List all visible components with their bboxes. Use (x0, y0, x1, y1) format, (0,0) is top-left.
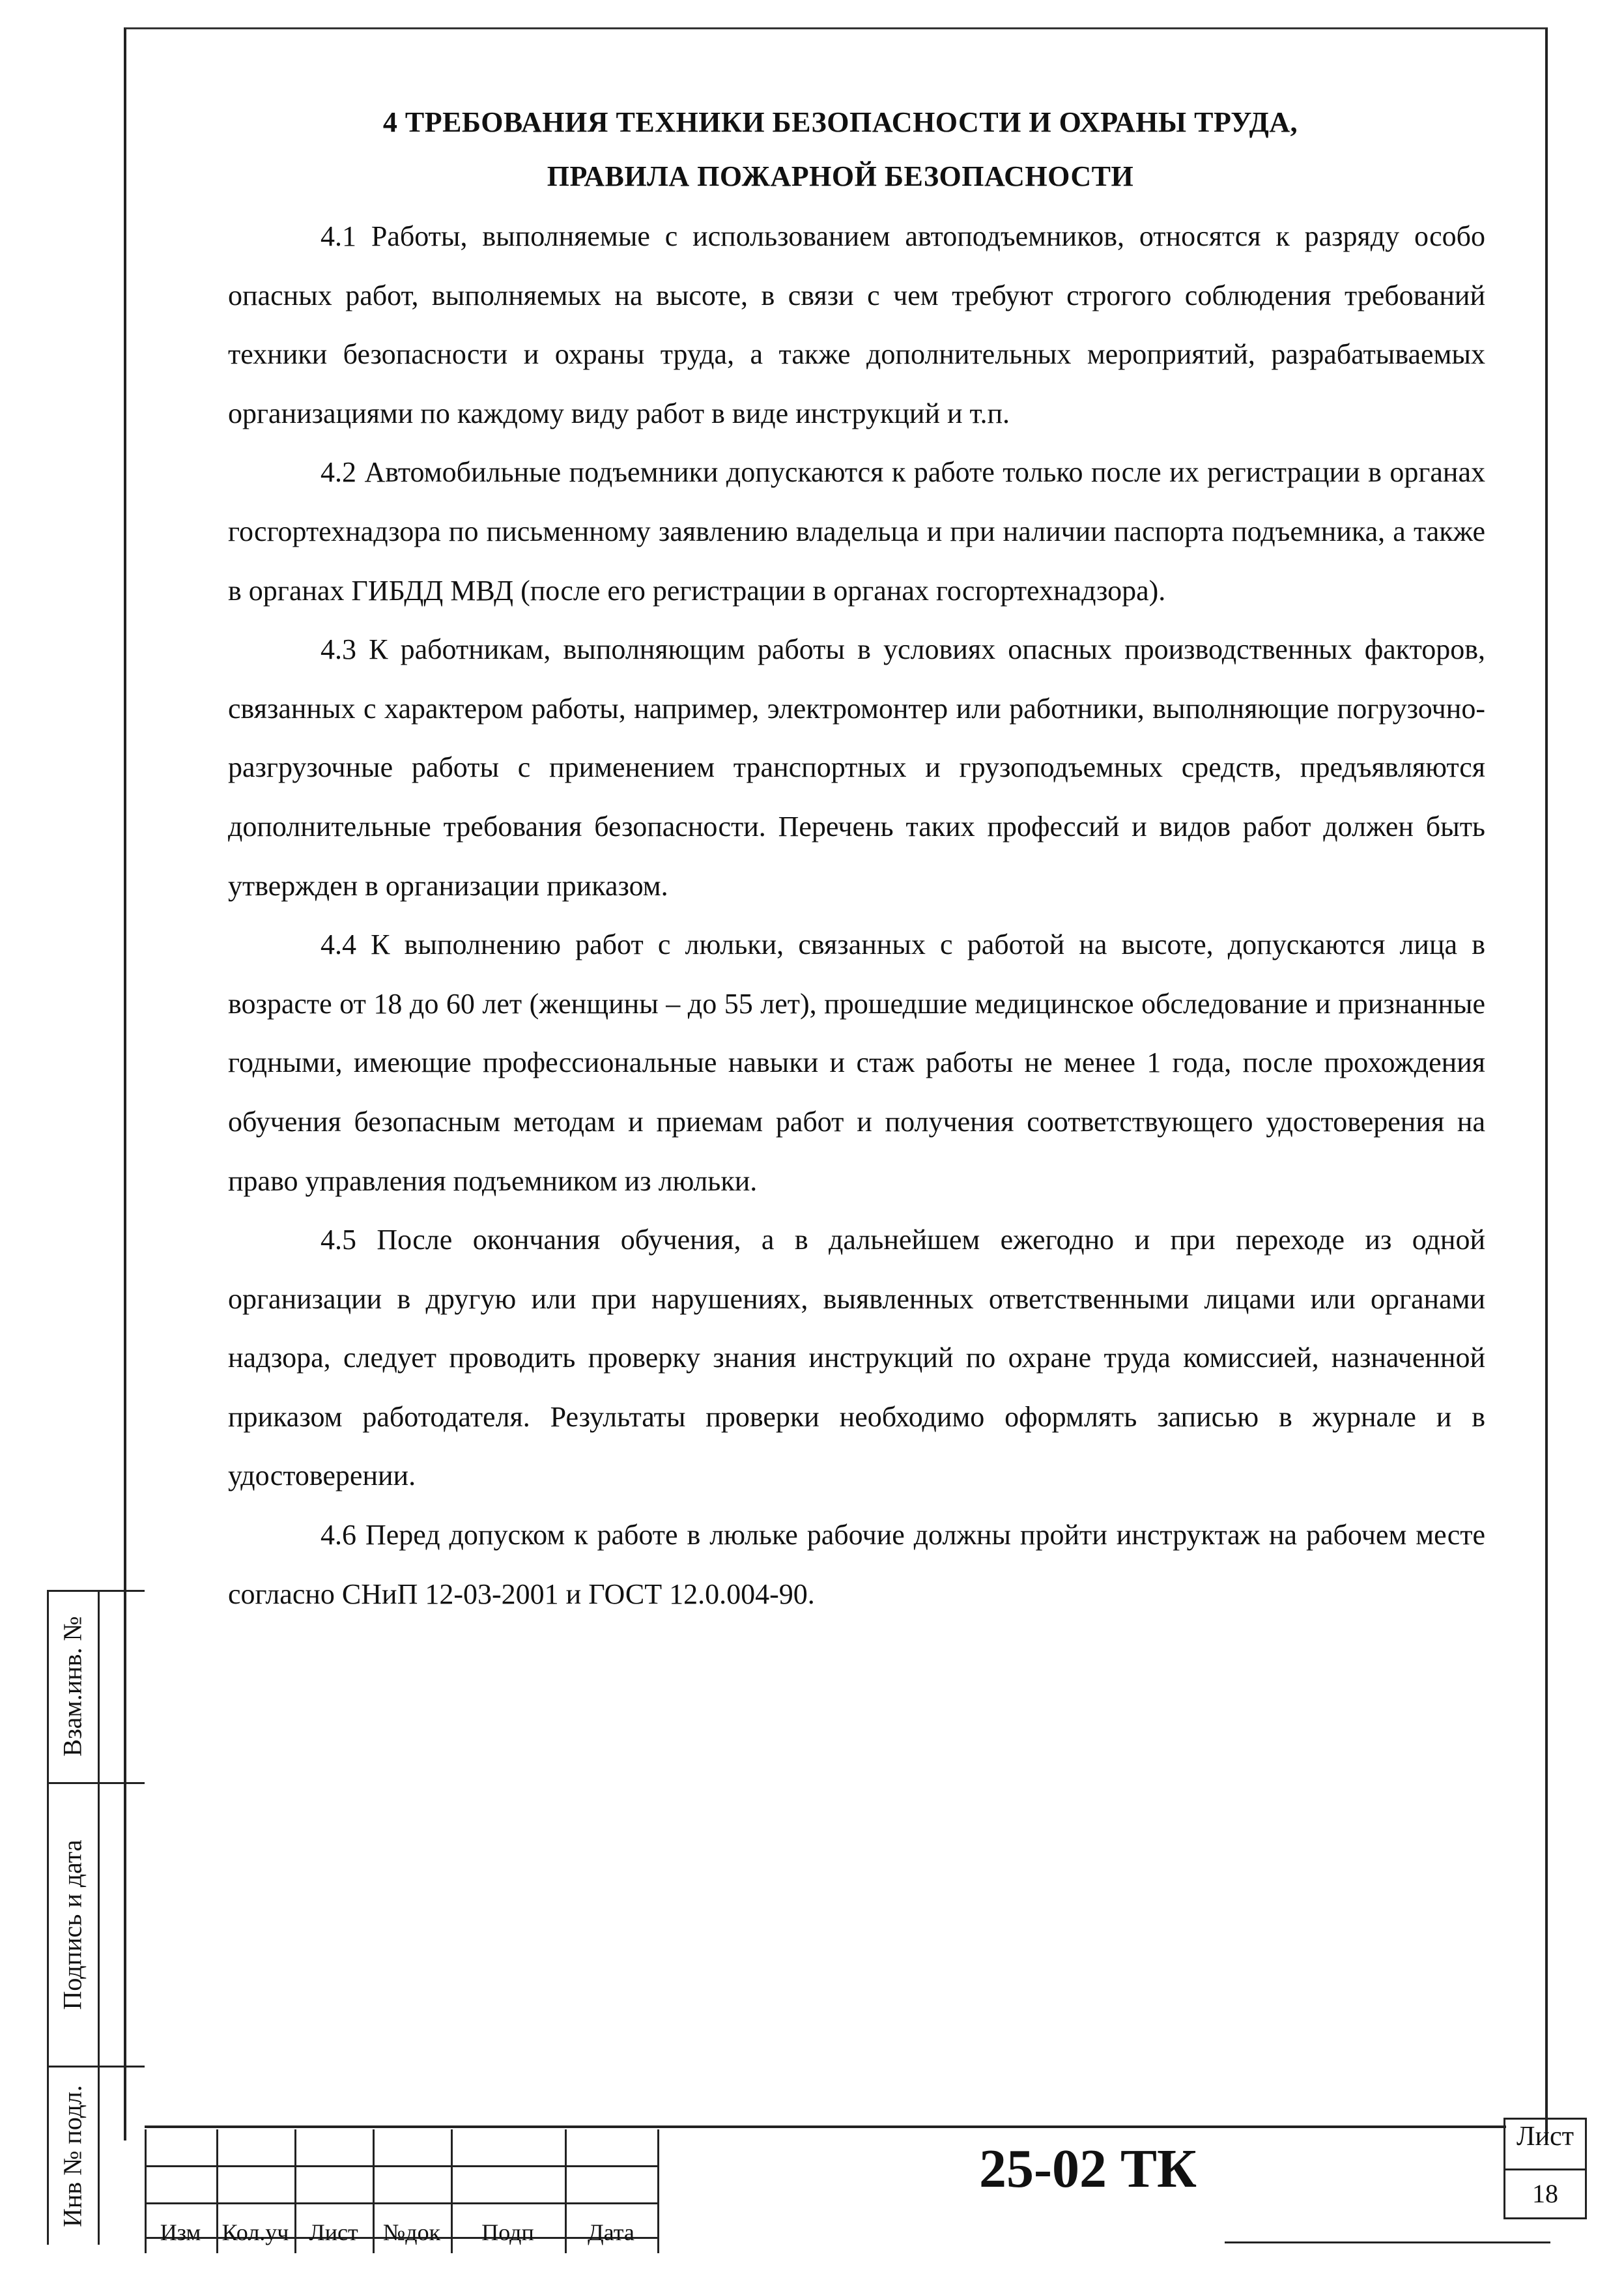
sheet-label: Лист (1517, 2122, 1574, 2152)
side-label-podpis-data: Подпись и дата (57, 1839, 87, 2010)
paragraph-4-2: 4.2 Автомобильные подъемники допускаются к работе только после их регистрации в органах госгортехнадзора по письменному заявлению владельца и при наличии паспорта подъемника, а также в органах ГИБДД МВД (после его регистрации в органах госгортехнадзора). (228, 456, 1485, 607)
col-list: Лист (309, 2219, 358, 2245)
paragraph-4-5: 4.5 После окончания обучения, а в дальнейшем ежегодно и при переходе из одной организации в другую или при нарушениях, выявленных ответственными лицами или органами надзора, следует проводить проверку знания инструкций по охране труда комиссией, назначенной приказом работодателя. Результаты проверки необходимо оформлять записью в журнале и в удостоверении. (228, 1224, 1485, 1492)
col-podp: Подп (481, 2219, 534, 2245)
col-ndok: №док (382, 2219, 441, 2245)
side-label-vzam-inv: Взам.инв. № (57, 1615, 87, 1757)
section-heading-line-1: 4 ТРЕБОВАНИЯ ТЕХНИКИ БЕЗОПАСНОСТИ И ОХРАНЫ ТРУДА, (382, 106, 1298, 138)
sheet-box (1503, 2118, 1587, 2219)
side-cell-vzam (47, 1590, 98, 1782)
side-label-inv-podl: Инв № подл. (57, 2085, 87, 2227)
sheet-number: 18 (1505, 2169, 1585, 2209)
section-heading-line-2: ПРАВИЛА ПОЖАРНОЙ БЕЗОПАСНОСТИ (547, 160, 1134, 192)
document-code: 25-02 ТК (979, 2139, 1197, 2199)
col-izm: Изм (160, 2219, 201, 2245)
side-cell-inv (47, 2068, 98, 2245)
side-cell-podpis (47, 1784, 98, 2066)
paragraph-4-1: 4.1 Работы, выполняемые с использованием автоподъемников, относятся к разряду особо опасных работ, выполняемых на высоте, в связи с чем требуют строгого соблюдения требований техники безопасности и охраны труда, а также дополнительных мероприятий, разрабатываемых организациями по каждому виду работ в виде инструкций и т.п. (228, 220, 1485, 429)
paragraph-4-3: 4.3 К работникам, выполняющим работы в условиях опасных производственных факторов, связанных с характером работы, например, электромонтер или работники, выполняющие погрузочно-разгрузочные работы с применением транспортных и грузоподъемных средств, предъявляются дополнительные требования безопасности. Перечень таких профессий и видов работ должен быть утвержден в организации приказом. (228, 633, 1485, 902)
section-body (228, 207, 1485, 1624)
signature-labels (145, 2219, 659, 2251)
col-kol-uch: Кол.уч (221, 2219, 289, 2245)
col-data: Дата (588, 2219, 634, 2245)
paragraph-4-6: 4.6 Перед допуском к работе в люльке рабочие должны пройти инструктаж на рабочем месте согласно СНиП 12-03-2001 и ГОСТ 12.0.004-90. (228, 1519, 1485, 1610)
paragraph-4-4: 4.4 К выполнению работ с люльки, связанных с работой на высоте, допускаются лица в возрасте от 18 до 60 лет (женщины – до 55 лет), прошедшие медицинское обследование и признанные годными, имеющие профессиональные навыки и стаж работы не менее 1 года, после прохождения обучения безопасным методам и приемам работ и получения соответствующего удостоверения на право управления подъемником из люльки. (228, 929, 1485, 1197)
